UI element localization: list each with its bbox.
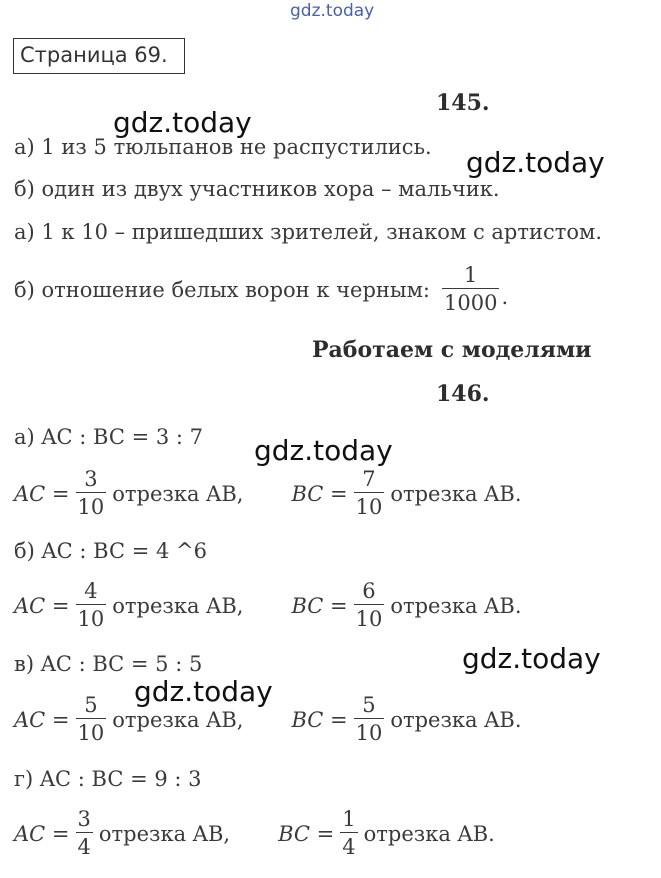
left-tail: отрезка AB, xyxy=(112,593,244,618)
task-146-answer-g xyxy=(14,806,495,861)
fraction xyxy=(354,692,385,747)
watermark: gdz.today xyxy=(466,146,605,179)
fraction-numerator: 1 xyxy=(464,263,478,287)
fraction xyxy=(76,466,107,521)
left-variable: AC = xyxy=(14,481,70,506)
page-label: Страница 69. xyxy=(13,38,185,74)
right-variable: BC = xyxy=(291,481,348,506)
task-146-answer-b xyxy=(14,578,522,633)
left-tail: отрезка AB, xyxy=(112,481,244,506)
task-146-ratio-g: г) AC : BC = 9 : 3 xyxy=(14,767,202,791)
fraction-denominator: 10 xyxy=(354,604,385,633)
fraction-numerator: 7 xyxy=(362,467,376,491)
fraction xyxy=(76,806,93,861)
right-variable: BC = xyxy=(291,707,348,732)
fraction-denominator: 4 xyxy=(76,832,93,861)
left-variable: AC = xyxy=(14,707,70,732)
fraction-denominator: 10 xyxy=(76,492,107,521)
fraction xyxy=(442,262,499,317)
section-heading: Работаем с моделями xyxy=(312,337,592,363)
task-146-answer-a xyxy=(14,466,522,521)
fraction-numerator: 1 xyxy=(342,807,356,831)
fraction-numerator: 5 xyxy=(362,693,376,717)
task-145-line-a2: а) 1 к 10 – пришедших зрителей, знаком с артистом. xyxy=(14,220,602,244)
task-146-ratio-b: б) AC : BC = 4 ^6 xyxy=(14,539,207,563)
watermark: gdz.today xyxy=(254,434,393,467)
right-tail: отрезка AB. xyxy=(390,481,522,506)
fraction-numerator: 5 xyxy=(84,693,98,717)
fraction-numerator: 3 xyxy=(77,807,91,831)
fraction xyxy=(76,578,107,633)
watermark: gdz.today xyxy=(113,106,252,139)
task-145-line-b1: б) один из двух участников хора – мальчик. xyxy=(14,177,500,201)
watermark-top: gdz.today xyxy=(290,1,375,21)
watermark: gdz.today xyxy=(134,675,273,708)
fraction-denominator: 10 xyxy=(354,492,385,521)
fraction-numerator: 6 xyxy=(362,579,376,603)
right-variable: BC = xyxy=(278,821,335,846)
fraction-numerator: 3 xyxy=(84,467,98,491)
fraction-denominator: 10 xyxy=(76,604,107,633)
fraction-numerator: 4 xyxy=(84,579,98,603)
task-145-line-b2 xyxy=(14,262,508,317)
left-variable: AC = xyxy=(14,821,70,846)
fraction-denominator: 4 xyxy=(340,832,357,861)
task-146-ratio-a: а) AC : BC = 3 : 7 xyxy=(14,425,204,449)
task-145-number: 145. xyxy=(436,90,490,116)
task-146-ratio-v: в) AC : BC = 5 : 5 xyxy=(14,652,203,676)
fraction xyxy=(354,466,385,521)
left-variable: AC = xyxy=(14,593,70,618)
watermark: gdz.today xyxy=(462,642,601,675)
fraction xyxy=(354,578,385,633)
right-tail: отрезка AB. xyxy=(390,707,522,732)
left-tail: отрезка AB, xyxy=(112,707,244,732)
fraction xyxy=(340,806,357,861)
task-145-line-b2-end: . xyxy=(501,284,509,309)
task-146-number: 146. xyxy=(436,381,490,407)
task-145-line-a1: а) 1 из 5 тюльпанов не распустились. xyxy=(14,135,432,159)
fraction-denominator: 1000 xyxy=(442,288,499,317)
fraction-denominator: 10 xyxy=(354,718,385,747)
task-145-line-b2-text: б) отношение белых ворон к черным: xyxy=(14,277,431,302)
fraction xyxy=(76,692,107,747)
fraction-denominator: 10 xyxy=(76,718,107,747)
left-tail: отрезка AB, xyxy=(98,821,231,846)
right-variable: BC = xyxy=(291,593,348,618)
right-tail: отрезка AB. xyxy=(390,593,522,618)
right-tail: отрезка AB. xyxy=(363,821,495,846)
